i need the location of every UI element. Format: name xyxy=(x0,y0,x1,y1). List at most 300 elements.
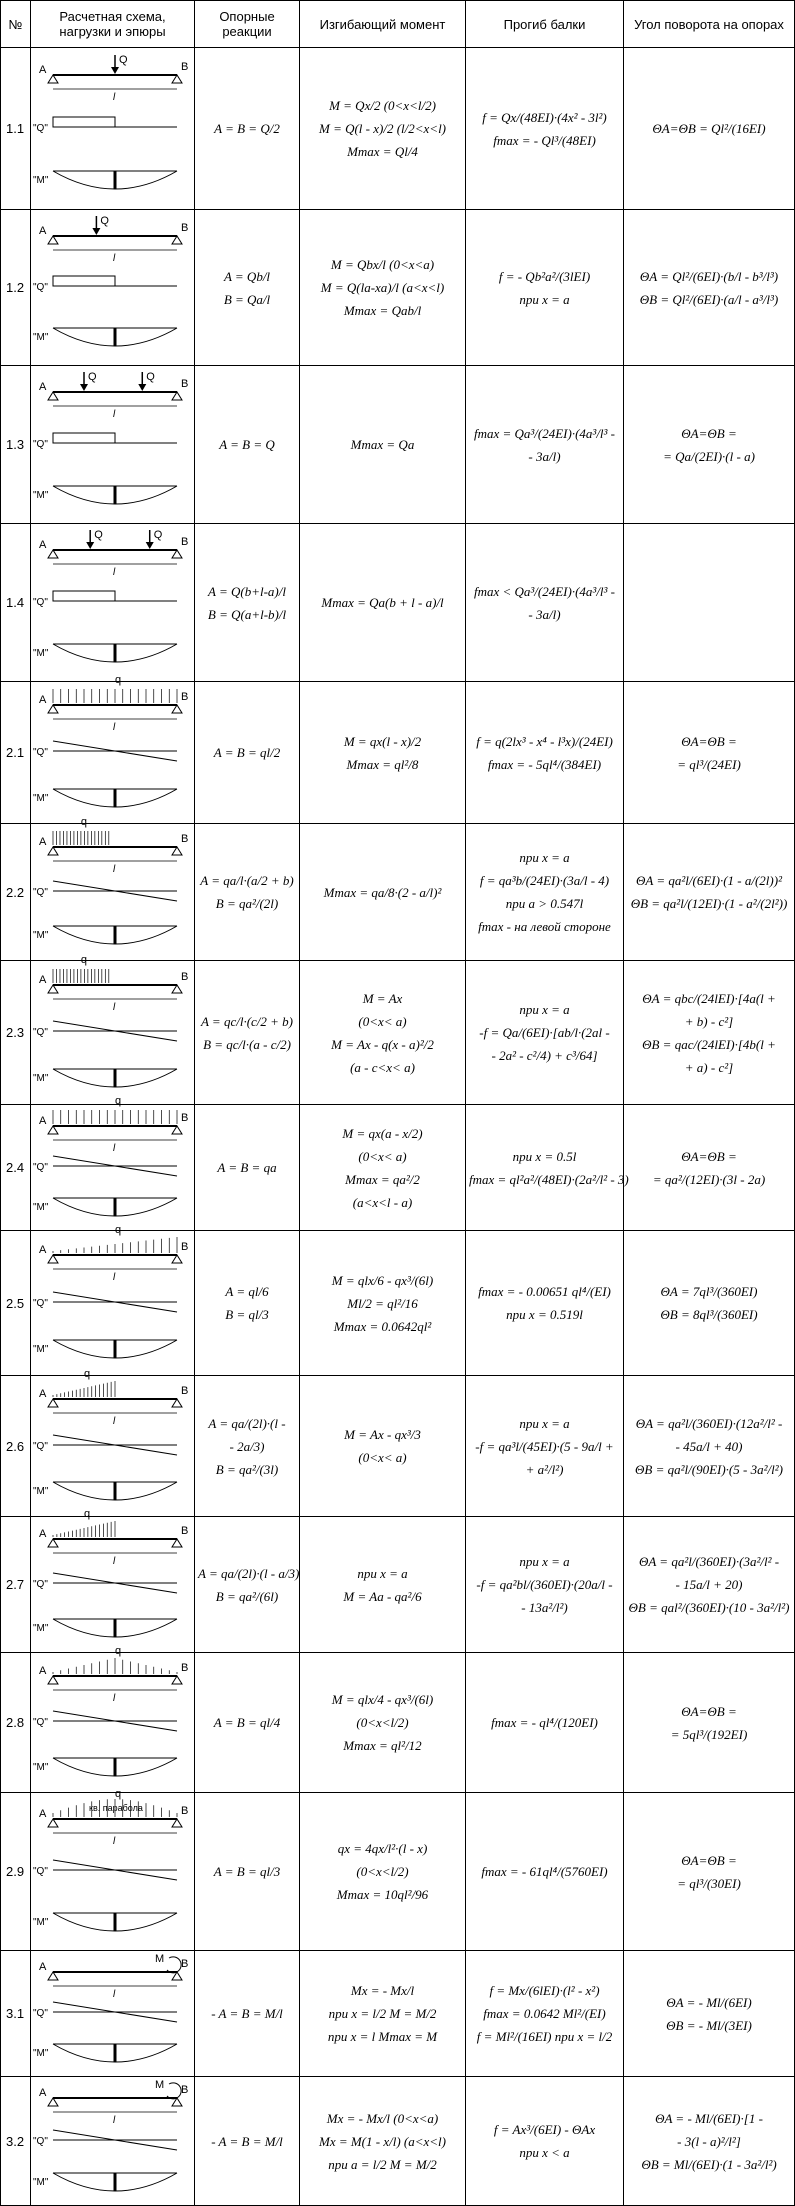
deflection-cell-line: + a²/l²) xyxy=(525,1461,564,1477)
angle-cell-line: ΘA=ΘB = Ql²/(16EI) xyxy=(652,121,766,136)
angle-cell-line: ΘB = qal²/(360EI)·(10 - 3a²/l²) xyxy=(628,1600,790,1615)
moment-cell-line: (0<x< a) xyxy=(358,1450,407,1465)
m-diagram-label: "M" xyxy=(33,490,49,501)
point-load-label: Q xyxy=(94,529,103,541)
angle-cell-line: ΘA = - Ml/(6EI) xyxy=(666,1994,752,2010)
reactions-cell-line: - A = B = M/l xyxy=(211,2006,283,2021)
angle-cell-line: ΘB = Ql²/(6EI)·(a/l - a³/l³) xyxy=(639,291,779,307)
deflection-cell xyxy=(466,1376,624,1517)
q-diagram-shape xyxy=(53,276,115,286)
moment-cell xyxy=(300,1376,466,1517)
deflection-cell-line: - 2a² - c²/4) + c³/64] xyxy=(491,1048,598,1063)
support-a-label: A xyxy=(39,2087,47,2099)
deflection-cell xyxy=(466,1105,629,1231)
m-diagram-label: "M" xyxy=(33,2177,49,2188)
reactions-cell-line: A = B = ql/4 xyxy=(213,1715,281,1730)
support-b-label: B xyxy=(181,971,189,983)
support-b-icon xyxy=(172,392,182,400)
deflection-cell xyxy=(466,48,624,210)
support-b-label: B xyxy=(181,222,189,234)
span-label: l xyxy=(113,1836,116,1847)
row-number: 1.2 xyxy=(1,210,31,366)
support-b-icon xyxy=(172,1676,182,1684)
q-diagram-label: "Q" xyxy=(33,1441,48,1452)
q-diagram-label: "Q" xyxy=(33,2136,48,2147)
angle-cell xyxy=(624,1376,795,1517)
moment-arc-icon xyxy=(167,2083,181,2099)
header-num: № xyxy=(1,1,31,48)
support-b-icon xyxy=(172,550,182,558)
deflection-cell-line: при x = a xyxy=(519,1554,570,1569)
support-b-icon xyxy=(172,1539,182,1547)
moment-cell-line: Mmax = ql²/8 xyxy=(346,756,419,772)
moment-cell-line: Mmax = Qa(b + l - a)/l xyxy=(321,595,444,610)
deflection-cell-line: f = Ax³/(6EI) - ΘAx xyxy=(493,2122,596,2137)
angle-cell-line: + b) - c²] xyxy=(684,1013,734,1029)
reactions-cell xyxy=(195,1951,300,2077)
angle-cell xyxy=(624,2077,795,2206)
table-row xyxy=(1,682,795,824)
support-a-icon xyxy=(48,2098,58,2106)
angle-cell-line: ΘB = - Ml/(3EI) xyxy=(666,2017,752,2033)
support-b-icon xyxy=(172,705,182,713)
q-diagram-label: "Q" xyxy=(33,1027,48,1038)
reactions-cell-line: B = qa²/(6l) xyxy=(215,1588,279,1604)
angle-cell-line: = ql³/(30EI) xyxy=(677,1875,741,1891)
support-b-label: B xyxy=(181,1958,189,1970)
support-a-label: A xyxy=(39,1665,47,1677)
moment-cell-line: M = Qbx/l (0<x<a) xyxy=(330,257,435,272)
m-diagram-label: "M" xyxy=(33,1344,49,1355)
scheme-cell xyxy=(31,48,195,210)
point-load-label: Q xyxy=(153,529,163,541)
angle-cell-line: ΘB = Ml/(6EI)·(1 - 3a²/l²) xyxy=(641,2156,777,2172)
moment-cell-line: M = qx(a - x/2) xyxy=(342,1125,423,1141)
table-row xyxy=(1,210,795,366)
support-a-label: A xyxy=(39,1961,47,1973)
parabola-label: кв. парабола xyxy=(89,1803,143,1813)
reactions-cell xyxy=(195,1517,300,1653)
beam-scheme-diagram xyxy=(31,1368,195,1511)
moment-cell xyxy=(300,2077,466,2206)
angle-cell-line: - 45a/l + 40) xyxy=(675,1438,743,1454)
beam-scheme-diagram xyxy=(31,1951,195,2071)
support-a-label: A xyxy=(39,64,47,76)
angle-cell-line: ΘA = - Ml/(6EI)·[1 - xyxy=(655,2110,763,2126)
deflection-cell-line: -f = Qa/(6EI)·[ab/l·(2al - xyxy=(479,1025,610,1040)
m-diagram-label: "M" xyxy=(33,1073,49,1084)
deflection-cell-line: fmax = 0.0642 Ml²/(EI) xyxy=(483,2006,606,2021)
scheme-cell xyxy=(31,674,195,824)
support-b-label: B xyxy=(181,691,189,703)
moment-cell xyxy=(300,1105,466,1231)
q-diagram-label: "Q" xyxy=(33,1717,48,1728)
span-label: l xyxy=(113,92,116,103)
support-a-label: A xyxy=(39,539,47,551)
reactions-cell xyxy=(195,524,300,682)
angle-cell-line: ΘA = qa²l/(360EI)·(12a²/l² - xyxy=(635,1415,783,1431)
row-number: 1.1 xyxy=(1,48,31,210)
distributed-load-label: q xyxy=(115,1224,122,1236)
row-number: 2.4 xyxy=(1,1105,31,1231)
deflection-cell-line: fmax - на левой стороне xyxy=(478,919,611,934)
moment-cell-line: (0<x< a) xyxy=(358,1148,407,1164)
beam-scheme-diagram xyxy=(31,1645,195,1787)
support-b-icon xyxy=(172,236,182,244)
point-load-label: Q xyxy=(146,371,155,383)
moment-cell-line: M = qx(l - x)/2 xyxy=(343,733,422,749)
deflection-cell-line: f = Qx/(48EI)·(4x² - 3l²) xyxy=(482,109,607,125)
moment-label: M xyxy=(155,1953,165,1965)
header-moment: Изгибающий момент xyxy=(300,1,466,48)
angle-cell-line: ΘA=ΘB = xyxy=(681,1148,737,1164)
angle-cell xyxy=(624,1231,795,1376)
moment-cell-line: M = Q(la-xa)/l (a<x<l) xyxy=(320,280,445,295)
point-load-label: Q xyxy=(100,215,109,227)
moment-cell-line: (0<x<l/2) xyxy=(356,1864,409,1879)
deflection-cell-line: - 3a/l) xyxy=(528,448,561,464)
angle-cell xyxy=(624,210,795,366)
reactions-cell-line: A = Q(b+l-a)/l xyxy=(208,583,286,599)
support-b-icon xyxy=(172,847,182,855)
table-row xyxy=(1,1951,795,2077)
deflection-cell-line: -f = qa³l/(45EI)·(5 - 9a/l + xyxy=(475,1438,614,1454)
support-a-icon xyxy=(48,1255,58,1263)
point-load-label: Q xyxy=(119,54,128,66)
row-number: 1.4 xyxy=(1,524,31,682)
deflection-cell xyxy=(466,1653,624,1793)
scheme-cell xyxy=(31,1224,195,1376)
moment-cell-line: M = Qx/2 (0<x<l/2) xyxy=(329,98,436,113)
moment-cell xyxy=(300,1653,466,1793)
support-a-icon xyxy=(48,847,58,855)
m-diagram-label: "M" xyxy=(33,2048,49,2059)
angle-cell-line: - 15a/l + 20) xyxy=(675,1577,743,1592)
distributed-load-label: q xyxy=(80,954,88,966)
moment-cell xyxy=(300,1793,466,1951)
support-a-label: A xyxy=(39,974,47,986)
row-number: 2.1 xyxy=(1,682,31,824)
reactions-cell-line: A = B = qa xyxy=(217,1160,277,1175)
table-row xyxy=(1,48,795,210)
support-b-icon xyxy=(172,1255,182,1263)
q-diagram-label: "Q" xyxy=(33,1162,48,1173)
reactions-cell xyxy=(195,1793,300,1951)
q-diagram-label: "Q" xyxy=(33,439,48,450)
beam-scheme-diagram xyxy=(31,524,195,676)
reactions-cell-line: A = B = ql/3 xyxy=(213,1864,281,1879)
beam-scheme-diagram xyxy=(31,2077,195,2200)
support-b-icon xyxy=(172,1126,182,1134)
m-diagram-label: "M" xyxy=(33,1623,49,1634)
support-b-label: B xyxy=(181,536,189,548)
table-row xyxy=(1,961,795,1105)
angle-cell-line: - 3(l - a)²/l²] xyxy=(677,2133,741,2149)
span-label: l xyxy=(113,253,116,264)
distributed-load-label: q xyxy=(115,674,122,686)
row-number: 2.7 xyxy=(1,1517,31,1653)
reactions-cell-line: A = qc/l·(c/2 + b) xyxy=(200,1013,294,1029)
scheme-cell xyxy=(31,954,195,1105)
support-b-icon xyxy=(172,1819,182,1827)
angle-cell-line: ΘB = 8ql³/(360EI) xyxy=(660,1307,758,1322)
table-row xyxy=(1,366,795,524)
support-a-label: A xyxy=(39,381,47,393)
distributed-load-label: q xyxy=(115,1095,122,1107)
support-b-label: B xyxy=(181,1805,189,1817)
angle-cell xyxy=(624,682,795,824)
point-load-arrowhead xyxy=(92,228,100,235)
m-diagram-label: "M" xyxy=(33,175,49,186)
moment-cell-line: Mx = - Mx/l (0<x<a) xyxy=(326,2110,439,2126)
deflection-cell-line: при x = a xyxy=(519,291,570,307)
scheme-cell xyxy=(31,210,195,366)
support-b-label: B xyxy=(181,1385,189,1397)
span-label: l xyxy=(113,409,116,420)
q-diagram-label: "Q" xyxy=(33,1866,48,1877)
span-label: l xyxy=(113,1693,116,1704)
scheme-cell xyxy=(31,1951,195,2077)
m-diagram-label: "M" xyxy=(33,1202,49,1213)
deflection-cell xyxy=(466,1951,624,2077)
reactions-cell xyxy=(195,824,300,961)
deflection-cell-line: при a > 0.547l xyxy=(505,896,584,911)
angle-cell-line: ΘA = qa²l/(360EI)·(3a²/l² - xyxy=(638,1554,780,1569)
moment-cell-line: при x = l/2 M = M/2 xyxy=(328,2006,437,2021)
moment-cell xyxy=(300,524,466,682)
moment-cell-line: Mmax = Ql/4 xyxy=(347,144,418,159)
deflection-cell-line: fmax = - 61ql⁴/(5760EI) xyxy=(481,1864,608,1879)
angle-cell-line: ΘA=ΘB = xyxy=(681,425,737,441)
angle-cell-line: ΘB = qa²l/(12EI)·(1 - a²/(2l²)) xyxy=(630,896,788,911)
deflection-cell xyxy=(466,524,624,682)
deflection-cell-line: при x < a xyxy=(519,2145,570,2160)
scheme-cell xyxy=(31,2077,195,2206)
angle-cell xyxy=(624,961,795,1105)
moment-cell-line: (a<x<l - a) xyxy=(352,1194,413,1210)
moment-cell xyxy=(300,824,466,961)
distributed-load-label: q xyxy=(84,1508,91,1520)
span-label: l xyxy=(113,1989,116,2000)
row-number: 3.1 xyxy=(1,1951,31,2077)
row-number: 2.5 xyxy=(1,1231,31,1376)
deflection-cell xyxy=(466,1793,624,1951)
moment-cell-line: (a - c<x< a) xyxy=(350,1059,415,1075)
header-angle: Угол поворота на опорах xyxy=(624,1,795,48)
reactions-cell-line: A = qa/l·(a/2 + b) xyxy=(200,873,294,888)
deflection-cell xyxy=(466,682,624,824)
distributed-load xyxy=(53,689,177,703)
row-number: 2.2 xyxy=(1,824,31,961)
support-b-label: B xyxy=(181,833,189,845)
q-diagram-shape xyxy=(53,433,115,443)
moment-cell-line: Mmax = Qab/l xyxy=(343,303,422,318)
angle-cell xyxy=(624,1653,795,1793)
distributed-load xyxy=(53,1381,115,1397)
angle-cell xyxy=(624,1105,795,1231)
table-row xyxy=(1,524,795,682)
angle-cell xyxy=(624,1517,795,1653)
reactions-cell xyxy=(195,682,300,824)
moment-label: M xyxy=(155,2079,165,2091)
deflection-cell xyxy=(466,1231,624,1376)
table-row xyxy=(1,1231,795,1376)
m-diagram-label: "M" xyxy=(33,1762,49,1773)
deflection-cell-line: fmax = ql²a²/(48EI)·(2a²/l² - 3) xyxy=(469,1171,629,1187)
moment-cell-line: M = qlx/4 - qx³/(6l) xyxy=(331,1692,434,1707)
span-label: l xyxy=(113,722,116,733)
deflection-cell xyxy=(466,2077,624,2206)
support-a-icon xyxy=(48,236,58,244)
deflection-cell-line: f = Mx/(6lEI)·(l² - x²) xyxy=(489,1983,600,1998)
m-diagram-label: "M" xyxy=(33,1486,49,1497)
header-reactions: Опорные реакции xyxy=(195,1,300,48)
beam-scheme-diagram xyxy=(31,816,195,955)
moment-cell xyxy=(300,48,466,210)
angle-cell xyxy=(624,824,795,961)
support-a-icon xyxy=(48,1972,58,1980)
moment-cell-line: Mmax = ql²/12 xyxy=(343,1738,422,1753)
reactions-cell-line: A = B = ql/2 xyxy=(213,745,281,760)
moment-cell-line: Mx = - Mx/l xyxy=(350,1983,415,1998)
distributed-load xyxy=(53,969,109,983)
row-number: 2.3 xyxy=(1,961,31,1105)
reactions-cell xyxy=(195,366,300,524)
support-a-label: A xyxy=(39,836,47,848)
support-a-label: A xyxy=(39,1388,47,1400)
reactions-cell xyxy=(195,1376,300,1517)
support-a-label: A xyxy=(39,1115,47,1127)
moment-cell xyxy=(300,961,466,1105)
reactions-cell-line: B = Qa/l xyxy=(223,291,271,307)
deflection-cell xyxy=(466,1517,624,1653)
reactions-cell-line: B = qc/l·(a - c/2) xyxy=(203,1036,291,1052)
moment-cell-line: M = Ax xyxy=(362,990,403,1006)
moment-cell-line: при x = l Mmax = M xyxy=(327,2029,438,2044)
deflection-cell-line: fmax = Qa³/(24EI)·(4a³/l³ - xyxy=(473,425,616,441)
support-b-label: B xyxy=(181,61,189,73)
scheme-cell xyxy=(31,1788,195,1951)
angle-cell-line: = 5ql³/(192EI) xyxy=(670,1726,748,1742)
q-diagram-shape xyxy=(53,591,115,601)
q-diagram-label: "Q" xyxy=(33,887,48,898)
support-b-label: B xyxy=(181,1662,189,1674)
support-b-label: B xyxy=(181,1112,189,1124)
reactions-cell xyxy=(195,210,300,366)
angle-cell-line: ΘA = 7ql³/(360EI) xyxy=(660,1284,758,1299)
angle-cell-line: ΘA = qa²l/(6EI)·(1 - a/(2l))² xyxy=(636,873,782,888)
row-number: 3.2 xyxy=(1,2077,31,2206)
reactions-cell xyxy=(195,1653,300,1793)
moment-cell-line: при a = l/2 M = M/2 xyxy=(328,2156,437,2172)
angle-cell xyxy=(624,48,795,210)
table-row xyxy=(1,1105,795,1231)
q-diagram-label: "Q" xyxy=(33,123,48,134)
beam-scheme-diagram xyxy=(31,210,195,360)
support-a-icon xyxy=(48,392,58,400)
q-diagram-label: "Q" xyxy=(33,1579,48,1590)
row-number: 2.6 xyxy=(1,1376,31,1517)
angle-cell-line: = ql³/(24EI) xyxy=(677,756,741,772)
point-load-arrowhead xyxy=(138,384,146,391)
moment-cell xyxy=(300,366,466,524)
row-number: 2.9 xyxy=(1,1793,31,1951)
m-diagram-label: "M" xyxy=(33,793,49,804)
moment-cell xyxy=(300,1517,466,1653)
support-b-label: B xyxy=(181,1241,189,1253)
deflection-cell-line: при x = 0.5l xyxy=(512,1148,577,1164)
moment-cell-line: Mmax = qa²/2 xyxy=(345,1171,420,1187)
angle-cell-line: ΘA = Ql²/(6EI)·(b/l - b³/l³) xyxy=(639,268,779,284)
reactions-cell xyxy=(195,1105,300,1231)
reactions-cell-line: A = qa/(2l)·(l - a/3) xyxy=(198,1565,300,1581)
deflection-cell xyxy=(466,210,624,366)
angle-cell xyxy=(624,524,795,682)
beam-scheme-diagram xyxy=(31,954,195,1099)
reactions-cell-line: A = qa/(2l)·(l - xyxy=(208,1415,286,1431)
angle-cell-line: ΘA=ΘB = xyxy=(681,1703,737,1719)
moment-cell-line: M = Ax - q(x - a)²/2 xyxy=(331,1036,434,1052)
moment-cell-line: M = Aa - qa²/6 xyxy=(343,1588,422,1604)
deflection-cell-line: при x = 0.519l xyxy=(506,1307,583,1322)
table-row xyxy=(1,824,795,961)
m-diagram-label: "M" xyxy=(33,648,49,659)
reactions-cell-line: - 2a/3) xyxy=(229,1438,265,1454)
table-row xyxy=(1,1653,795,1793)
angle-cell xyxy=(624,1793,795,1951)
moment-cell-line: M = Ax - qx³/3 xyxy=(344,1427,421,1442)
deflection-cell-line: f = Ml²/(16EI) при x = l/2 xyxy=(476,2029,613,2044)
deflection-cell-line: fmax = - 0.00651 ql⁴/(EI) xyxy=(478,1284,611,1299)
support-a-icon xyxy=(48,1539,58,1547)
distributed-load xyxy=(53,1521,115,1537)
support-a-icon xyxy=(48,1126,58,1134)
support-a-icon xyxy=(48,75,58,83)
m-diagram-label: "M" xyxy=(33,332,49,343)
beam-scheme-diagram xyxy=(31,366,195,518)
header-scheme: Расчетная схема, нагрузки и эпюры xyxy=(31,1,195,48)
deflection-cell-line: fmax = - ql⁴/(120EI) xyxy=(491,1715,598,1730)
moment-cell-line: M = qlx/6 - qx³/(6l) xyxy=(331,1272,434,1288)
angle-cell-line: = Qa/(2EI)·(l - a) xyxy=(663,448,755,464)
beam-scheme-diagram xyxy=(31,1095,195,1225)
distributed-load-label: q xyxy=(115,1788,122,1800)
support-a-icon xyxy=(48,550,58,558)
support-b-icon xyxy=(172,985,182,993)
deflection-cell-line: f = q(2lx³ - x⁴ - l³x)/(24EI) xyxy=(476,733,613,749)
reactions-cell-line: A = Qb/l xyxy=(223,268,271,284)
support-a-label: A xyxy=(39,1808,47,1820)
distributed-load-label: q xyxy=(80,816,88,828)
moment-cell-line: M = Q(l - x)/2 (l/2<x<l) xyxy=(318,121,447,136)
distributed-load xyxy=(53,1110,177,1124)
support-a-label: A xyxy=(39,694,47,706)
angle-cell-line: ΘB = qa²l/(90EI)·(5 - 3a²/l²) xyxy=(635,1461,783,1477)
support-a-icon xyxy=(48,1676,58,1684)
moment-cell-line: Mx = M(1 - x/l) (a<x<l) xyxy=(318,2133,447,2149)
moment-cell-line: Mmax = Qa xyxy=(350,437,415,452)
angle-cell-line: + a) - c²] xyxy=(684,1059,734,1075)
reactions-cell-line: A = B = Q xyxy=(219,437,275,452)
distributed-load xyxy=(53,1237,177,1253)
support-b-icon xyxy=(172,1399,182,1407)
beam-scheme-diagram xyxy=(31,48,195,204)
angle-cell-line: ΘB = qac/(24lEI)·[4b(l + xyxy=(642,1036,776,1052)
support-a-icon xyxy=(48,705,58,713)
header-row xyxy=(1,1,795,48)
deflection-cell xyxy=(466,366,624,524)
q-diagram-label: "Q" xyxy=(33,597,48,608)
